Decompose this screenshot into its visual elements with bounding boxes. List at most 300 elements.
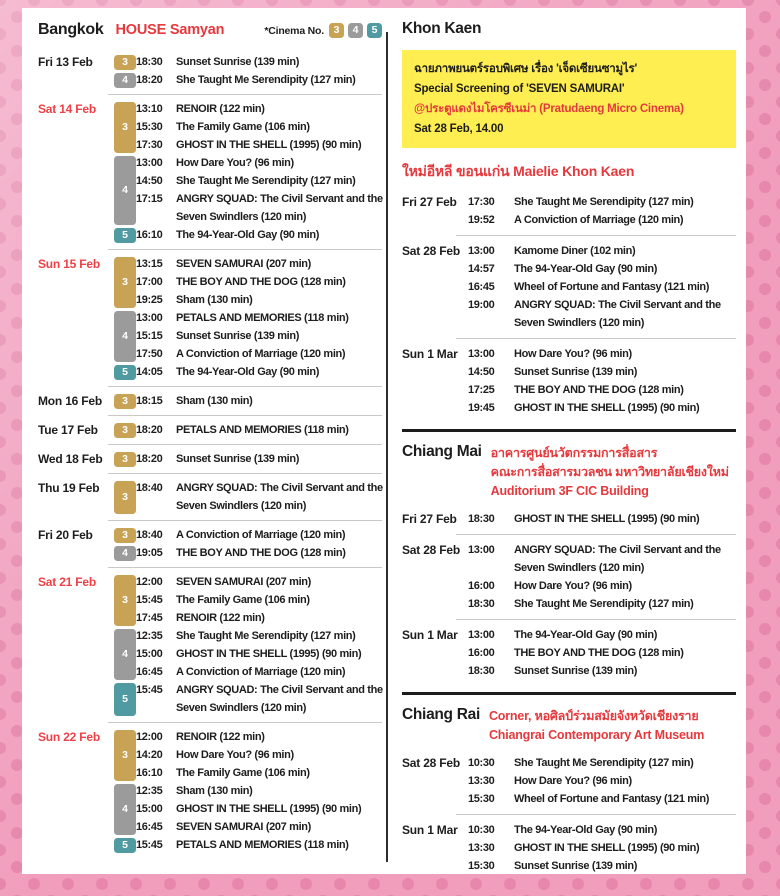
show-title: Sunset Sunrise (139 min) <box>514 665 638 677</box>
show-time: 12:35 <box>136 630 163 642</box>
show-time: 13:00 <box>468 544 495 556</box>
cinema-group <box>114 836 388 854</box>
show-row <box>136 273 388 291</box>
cinema-group <box>114 544 388 562</box>
show-row <box>468 211 738 229</box>
show-row <box>468 857 738 874</box>
show-title: PETALS AND MEMORIES (118 min) <box>176 424 349 436</box>
show-list <box>468 345 738 417</box>
cinema-group <box>114 782 388 836</box>
venue-address-line: Auditorium 3F CIC Building <box>490 484 649 498</box>
date-label: Sun 1 Mar <box>402 347 458 361</box>
day-separator <box>108 94 382 95</box>
show-title: The Family Game (106 min) <box>176 121 310 133</box>
cinema-group <box>114 573 388 627</box>
show-list <box>136 255 388 309</box>
cinema-badge-column <box>114 363 136 381</box>
cinema-badge-column <box>114 71 136 89</box>
show-title: The Family Game (106 min) <box>176 594 310 606</box>
show-row <box>136 327 388 345</box>
show-row <box>468 278 738 296</box>
show-time: 15:45 <box>136 839 163 851</box>
show-title: SEVEN SAMURAI (207 min) <box>176 821 311 833</box>
show-list <box>468 193 738 229</box>
show-title: Sunset Sunrise (139 min) <box>514 366 638 378</box>
show-row <box>468 754 738 772</box>
show-time: 13:00 <box>136 312 163 324</box>
show-row <box>136 782 388 800</box>
venue-address-line: Chiangrai Contemporary Art Museum <box>488 728 705 742</box>
show-row <box>468 577 738 595</box>
show-row <box>136 172 388 190</box>
show-row <box>468 626 738 644</box>
cinema-3-badge: 3 <box>114 257 136 308</box>
show-list <box>136 681 388 717</box>
day-block <box>402 242 738 332</box>
show-title: How Dare You? (96 min) <box>514 580 632 592</box>
show-title: RENOIR (122 min) <box>176 731 265 743</box>
day-block <box>38 421 382 439</box>
show-time: 12:00 <box>136 731 163 743</box>
show-title: GHOST IN THE SHELL (1995) (90 min) <box>514 402 700 414</box>
date-label: Sat 28 Feb <box>402 543 461 557</box>
show-title: She Taught Me Serendipity (127 min) <box>514 598 694 610</box>
show-title: How Dare You? (96 min) <box>176 157 294 169</box>
show-row <box>136 645 388 663</box>
show-time: 15:45 <box>136 684 163 696</box>
date-label: Sun 22 Feb <box>38 730 101 744</box>
show-time: 15:00 <box>136 648 163 660</box>
section-divider <box>402 429 736 432</box>
show-list <box>468 821 738 874</box>
show-time: 13:10 <box>136 103 163 115</box>
cinema-groups <box>114 421 388 439</box>
show-title: How Dare You? (96 min) <box>514 348 632 360</box>
show-title: The 94-Year-Old Gay (90 min) <box>176 229 320 241</box>
show-row <box>136 226 388 244</box>
show-row <box>136 53 388 71</box>
show-time: 19:05 <box>136 547 163 559</box>
date-label: Fri 20 Feb <box>38 528 93 542</box>
venue-house-samyan: HOUSE Samyan <box>115 22 225 38</box>
cinema-group <box>114 392 388 410</box>
show-list <box>468 626 738 680</box>
show-time: 17:15 <box>136 193 163 205</box>
show-time: 10:30 <box>468 824 495 836</box>
show-time: 15:45 <box>136 594 163 606</box>
show-time: 15:30 <box>136 121 163 133</box>
show-list <box>136 450 388 468</box>
show-row <box>136 136 388 154</box>
bangkok-day-list <box>38 53 382 854</box>
show-row <box>468 821 738 839</box>
cinema-4-badge: 4 <box>114 629 136 680</box>
show-list <box>468 242 738 332</box>
date-label: Sun 1 Mar <box>402 823 458 837</box>
show-time: 15:15 <box>136 330 163 342</box>
show-time: 17:50 <box>136 348 163 360</box>
show-row <box>136 345 388 363</box>
show-list <box>136 728 388 782</box>
show-row <box>136 818 388 836</box>
show-row <box>468 242 738 260</box>
show-row <box>136 363 388 381</box>
show-list <box>468 541 738 613</box>
show-title: She Taught Me Serendipity (127 min) <box>176 74 356 86</box>
venue-address-line: คณะการสื่อสารมวลชน มหาวิทยาลัยเชียงใหม่ <box>490 465 729 479</box>
city-heading-chiang-mai: Chiang Mai <box>402 443 482 460</box>
cinema-groups <box>114 100 388 244</box>
date-label: Sat 21 Feb <box>38 575 97 589</box>
show-time: 19:52 <box>468 214 495 226</box>
show-time: 18:20 <box>136 453 163 465</box>
cinema-3-badge: 3 <box>114 528 136 543</box>
show-title: THE BOY AND THE DOG (128 min) <box>176 276 346 288</box>
cinema-3-badge: 3 <box>114 102 136 153</box>
cinema-groups <box>114 392 388 410</box>
cinema-group <box>114 255 388 309</box>
province-sections <box>402 161 738 874</box>
show-list <box>136 392 388 410</box>
day-block <box>38 392 382 410</box>
show-title: Kamome Diner (102 min) <box>514 245 636 257</box>
cinema-badge-column <box>114 728 136 782</box>
show-row <box>468 296 738 332</box>
section-divider <box>402 692 736 695</box>
show-title: RENOIR (122 min) <box>176 103 265 115</box>
cinema-badge-column <box>114 836 136 854</box>
show-row <box>136 100 388 118</box>
show-title: How Dare You? (96 min) <box>176 749 294 761</box>
day-separator <box>108 567 382 568</box>
cinema-groups <box>114 479 388 515</box>
show-row <box>468 345 738 363</box>
day-separator <box>108 520 382 521</box>
day-separator <box>108 249 382 250</box>
show-time: 13:00 <box>468 348 495 360</box>
date-label: Fri 13 Feb <box>38 55 93 69</box>
show-title: THE BOY AND THE DOG (128 min) <box>514 384 684 396</box>
show-time: 17:30 <box>136 139 163 151</box>
cinema-group <box>114 728 388 782</box>
bangkok-column <box>22 8 386 874</box>
cinema-badge-column <box>114 782 136 836</box>
show-title: GHOST IN THE SHELL (1995) (90 min) <box>176 803 362 815</box>
cinema-group <box>114 421 388 439</box>
show-row <box>468 790 738 808</box>
cinema-badge-column <box>114 526 136 544</box>
show-row <box>136 609 388 627</box>
show-row <box>136 479 388 515</box>
show-list <box>136 836 388 854</box>
provinces-column <box>388 8 746 874</box>
show-time: 18:15 <box>136 395 163 407</box>
section-header <box>402 706 738 745</box>
show-title: ANGRY SQUAD: The Civil Servant and the Seven Swindlers (120 min) <box>176 684 383 714</box>
day-block <box>38 479 382 515</box>
cinema-4-badge: 4 <box>114 546 136 561</box>
show-row <box>136 627 388 645</box>
show-row <box>468 363 738 381</box>
show-row <box>136 544 388 562</box>
cinema-group <box>114 309 388 363</box>
show-time: 19:00 <box>468 299 495 311</box>
show-title: Sunset Sunrise (139 min) <box>176 330 300 342</box>
day-separator <box>108 722 382 723</box>
day-block <box>402 541 738 613</box>
day-separator <box>456 619 736 620</box>
day-separator <box>108 415 382 416</box>
date-label: Sun 1 Mar <box>402 628 458 642</box>
cinema-groups <box>114 573 388 717</box>
cinema-badge-column <box>114 392 136 410</box>
show-row <box>136 663 388 681</box>
show-time: 19:45 <box>468 402 495 414</box>
special-box-line: ฉายภาพยนตร์รอบพิเศษ เรื่อง 'เจ็ดเซียนซามูไร' <box>414 63 638 75</box>
cinema-4-badge: 4 <box>114 784 136 835</box>
show-time: 16:45 <box>468 281 495 293</box>
show-title: PETALS AND MEMORIES (118 min) <box>176 312 349 324</box>
show-time: 15:30 <box>468 860 495 872</box>
cinema-3-badge: 3 <box>114 452 136 467</box>
show-row <box>136 71 388 89</box>
show-title: GHOST IN THE SHELL (1995) (90 min) <box>514 513 700 525</box>
show-row <box>468 399 738 417</box>
cinema-badge-column <box>114 421 136 439</box>
show-row <box>468 541 738 577</box>
show-list <box>136 100 388 154</box>
show-time: 17:45 <box>136 612 163 624</box>
show-title: PETALS AND MEMORIES (118 min) <box>176 839 349 851</box>
day-block <box>38 53 382 89</box>
show-list <box>136 309 388 363</box>
day-block <box>38 255 382 381</box>
show-row <box>468 193 738 211</box>
show-title: A Conviction of Marriage (120 min) <box>176 666 346 678</box>
cinema-badge-column <box>114 154 136 226</box>
show-time: 13:00 <box>468 245 495 257</box>
show-row <box>136 309 388 327</box>
date-label: Sun 15 Feb <box>38 257 101 271</box>
show-time: 19:25 <box>136 294 163 306</box>
cinema-group <box>114 479 388 515</box>
cinema-4-badge: 4 <box>348 23 363 38</box>
show-time: 16:10 <box>136 229 163 241</box>
show-list <box>468 754 738 808</box>
day-separator <box>456 338 736 339</box>
schedule-sheet <box>22 8 746 874</box>
show-title: The Family Game (106 min) <box>176 767 310 779</box>
show-list <box>136 573 388 627</box>
show-row <box>136 573 388 591</box>
show-title: She Taught Me Serendipity (127 min) <box>176 630 356 642</box>
show-time: 16:45 <box>136 821 163 833</box>
show-row <box>136 291 388 309</box>
cinema-badge-column <box>114 309 136 363</box>
cinema-group <box>114 681 388 717</box>
show-title: The 94-Year-Old Gay (90 min) <box>514 263 658 275</box>
venue-address <box>489 706 704 745</box>
show-time: 17:25 <box>468 384 495 396</box>
show-title: Wheel of Fortune and Fantasy (121 min) <box>514 793 710 805</box>
cinema-5-badge: 5 <box>114 838 136 853</box>
show-list <box>136 479 388 515</box>
cinema-3-badge: 3 <box>114 394 136 409</box>
day-block <box>38 450 382 468</box>
show-list <box>136 627 388 681</box>
cinema-3-badge: 3 <box>114 481 136 514</box>
show-time: 17:30 <box>468 196 495 208</box>
cinema-badge-column <box>114 53 136 71</box>
cinema-badge-column <box>114 226 136 244</box>
show-time: 14:50 <box>468 366 495 378</box>
show-time: 18:30 <box>468 513 495 525</box>
cinema-4-badge: 4 <box>114 73 136 88</box>
show-time: 18:30 <box>468 598 495 610</box>
show-time: 16:00 <box>468 580 495 592</box>
special-screening-box <box>402 50 736 148</box>
show-title: Sunset Sunrise (139 min) <box>176 453 300 465</box>
venue-heading: ใหม่อีหลี ขอนแก่น Maielie Khon Kaen <box>402 163 635 179</box>
show-list <box>136 782 388 836</box>
cinema-groups <box>114 450 388 468</box>
date-label: Tue 17 Feb <box>38 423 98 437</box>
show-time: 18:40 <box>136 482 163 494</box>
show-title: THE BOY AND THE DOG (128 min) <box>176 547 346 559</box>
show-list <box>136 53 388 71</box>
show-title: She Taught Me Serendipity (127 min) <box>176 175 356 187</box>
day-separator <box>108 386 382 387</box>
city-heading-bangkok: Bangkok <box>38 21 104 38</box>
show-title: The 94-Year-Old Gay (90 min) <box>514 629 658 641</box>
date-label: Fri 27 Feb <box>402 512 457 526</box>
day-block <box>38 100 382 244</box>
show-time: 15:00 <box>136 803 163 815</box>
show-title: How Dare You? (96 min) <box>514 775 632 787</box>
show-list <box>136 526 388 544</box>
cinema-badge-column <box>114 681 136 717</box>
day-separator <box>108 444 382 445</box>
cinema-group <box>114 627 388 681</box>
show-time: 14:57 <box>468 263 495 275</box>
cinema-3-badge: 3 <box>114 423 136 438</box>
day-block <box>402 510 738 528</box>
venue-address-line: Corner, หอศิลป์ร่วมสมัยจังหวัดเชียงราย <box>488 709 699 723</box>
date-label: Thu 19 Feb <box>38 481 100 495</box>
cinema-badge-column <box>114 255 136 309</box>
day-block <box>402 193 738 229</box>
show-time: 10:30 <box>468 757 495 769</box>
show-time: 13:00 <box>468 629 495 641</box>
show-list <box>136 226 388 244</box>
show-title: A Conviction of Marriage (120 min) <box>176 529 346 541</box>
show-time: 13:30 <box>468 842 495 854</box>
show-title: ANGRY SQUAD: The Civil Servant and the Seven Swindlers (120 min) <box>514 544 721 574</box>
date-label: Wed 18 Feb <box>38 452 103 466</box>
cinema-badge-column <box>114 627 136 681</box>
cinema-group <box>114 226 388 244</box>
show-row <box>136 392 388 410</box>
show-time: 15:30 <box>468 793 495 805</box>
show-list <box>136 154 388 226</box>
special-box-line: @ประตูแดงไมโครซีเนม่า (Pratudaeng Micro Cinema) <box>414 103 684 115</box>
show-title: SEVEN SAMURAI (207 min) <box>176 258 311 270</box>
show-row <box>136 421 388 439</box>
cinema-group <box>114 71 388 89</box>
cinema-4-badge: 4 <box>114 156 136 225</box>
show-list <box>136 363 388 381</box>
special-box-line: Sat 28 Feb, 14.00 <box>414 123 504 135</box>
show-title: Sunset Sunrise (139 min) <box>176 56 300 68</box>
cinema-number-note: *Cinema No. <box>264 25 324 37</box>
day-block <box>402 754 738 808</box>
date-label: Sat 14 Feb <box>38 102 97 116</box>
show-time: 12:00 <box>136 576 163 588</box>
cinema-badge-column <box>114 479 136 515</box>
show-title: Sham (130 min) <box>176 395 253 407</box>
show-title: ANGRY SQUAD: The Civil Servant and the Seven Swindlers (120 min) <box>176 482 383 512</box>
show-time: 14:50 <box>136 175 163 187</box>
cinema-badge-legend <box>329 23 382 38</box>
show-title: GHOST IN THE SHELL (1995) (90 min) <box>514 842 700 854</box>
cinema-4-badge: 4 <box>114 311 136 362</box>
show-list <box>136 544 388 562</box>
show-row <box>136 255 388 273</box>
cinema-3-badge: 3 <box>329 23 344 38</box>
show-title: A Conviction of Marriage (120 min) <box>176 348 346 360</box>
date-label: Fri 27 Feb <box>402 195 457 209</box>
day-block <box>402 821 738 874</box>
show-time: 18:30 <box>468 665 495 677</box>
show-row <box>136 836 388 854</box>
show-row <box>136 591 388 609</box>
day-separator <box>108 473 382 474</box>
city-heading-chiang-rai: Chiang Rai <box>402 706 480 723</box>
cinema-badge-column <box>114 100 136 154</box>
show-row <box>468 510 738 528</box>
show-row <box>136 450 388 468</box>
city-heading-khon-kaen: Khon Kaen <box>402 20 482 37</box>
cinema-groups <box>114 728 388 854</box>
show-row <box>136 154 388 172</box>
day-block <box>402 345 738 417</box>
show-list <box>468 510 738 528</box>
show-row <box>136 764 388 782</box>
cinema-groups <box>114 53 388 89</box>
show-row <box>136 728 388 746</box>
show-time: 17:00 <box>136 276 163 288</box>
show-time: 12:35 <box>136 785 163 797</box>
show-row <box>136 118 388 136</box>
cinema-badge-column <box>114 573 136 627</box>
show-title: The 94-Year-Old Gay (90 min) <box>176 366 320 378</box>
show-title: Sham (130 min) <box>176 294 253 306</box>
cinema-group <box>114 154 388 226</box>
day-separator <box>456 235 736 236</box>
cinema-3-badge: 3 <box>114 730 136 781</box>
show-time: 14:05 <box>136 366 163 378</box>
show-time: 18:20 <box>136 74 163 86</box>
show-time: 18:20 <box>136 424 163 436</box>
show-title: Sunset Sunrise (139 min) <box>514 860 638 872</box>
cinema-5-badge: 5 <box>367 23 382 38</box>
cinema-groups <box>114 255 388 381</box>
bangkok-header <box>38 21 382 39</box>
show-title: She Taught Me Serendipity (127 min) <box>514 757 694 769</box>
show-time: 13:00 <box>136 157 163 169</box>
show-row <box>468 381 738 399</box>
show-time: 13:30 <box>468 775 495 787</box>
